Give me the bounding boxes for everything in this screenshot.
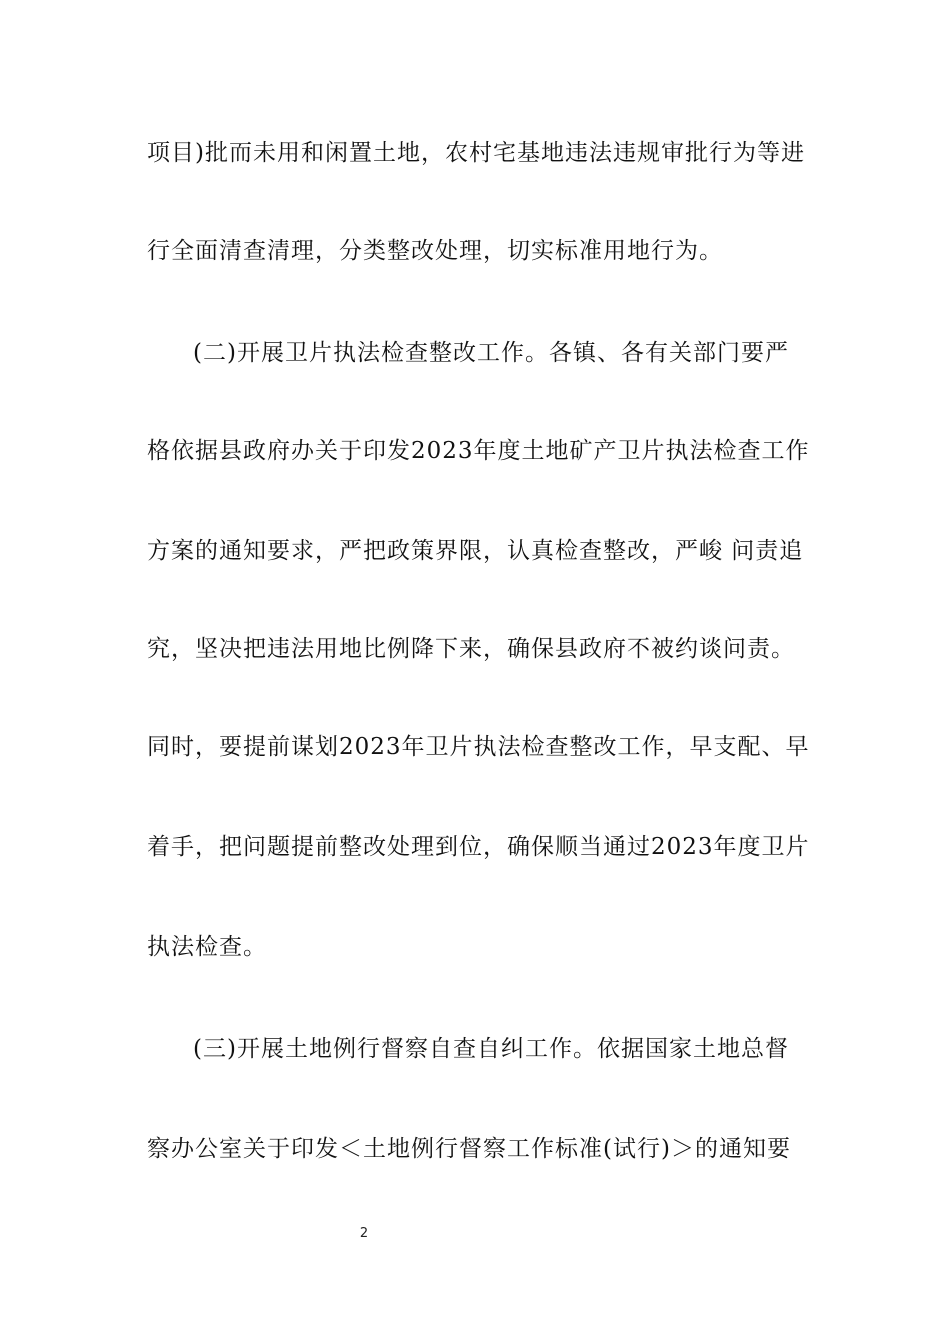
text-line: 同时，要提前谋划2023年卫片执法检查整改工作，早支配、早 [147, 734, 810, 760]
text-line: 执法检查。 [147, 934, 267, 960]
text-line: 格依据县政府办关于印发2023年度土地矿产卫片执法检查工作 [147, 438, 810, 464]
text-line: 项目)批而未用和闲置土地，农村宅基地违法违规审批行为等进 [147, 140, 805, 166]
text-line: 着手，把问题提前整改处理到位，确保顺当通过2023年度卫片 [147, 834, 810, 860]
paragraph-heading-line: (三)开展土地例行督察自查自纠工作。依据国家土地总督 [193, 1036, 789, 1062]
page-number: 2 [359, 1226, 369, 1241]
text-line: 方案的通知要求，严把政策界限，认真检查整改，严峻 问责追 [147, 538, 804, 564]
paragraph-heading-line: (二)开展卫片执法检查整改工作。各镇、各有关部门要严 [193, 340, 789, 366]
text-line: 究，坚决把违法用地比例降下来，确保县政府不被约谈问责。 [147, 636, 795, 662]
text-line: 行全面清查清理，分类整改处理，切实标准用地行为。 [147, 238, 723, 264]
text-line: 察办公室关于印发＜土地例行督察工作标准(试行)＞的通知要 [147, 1136, 791, 1162]
